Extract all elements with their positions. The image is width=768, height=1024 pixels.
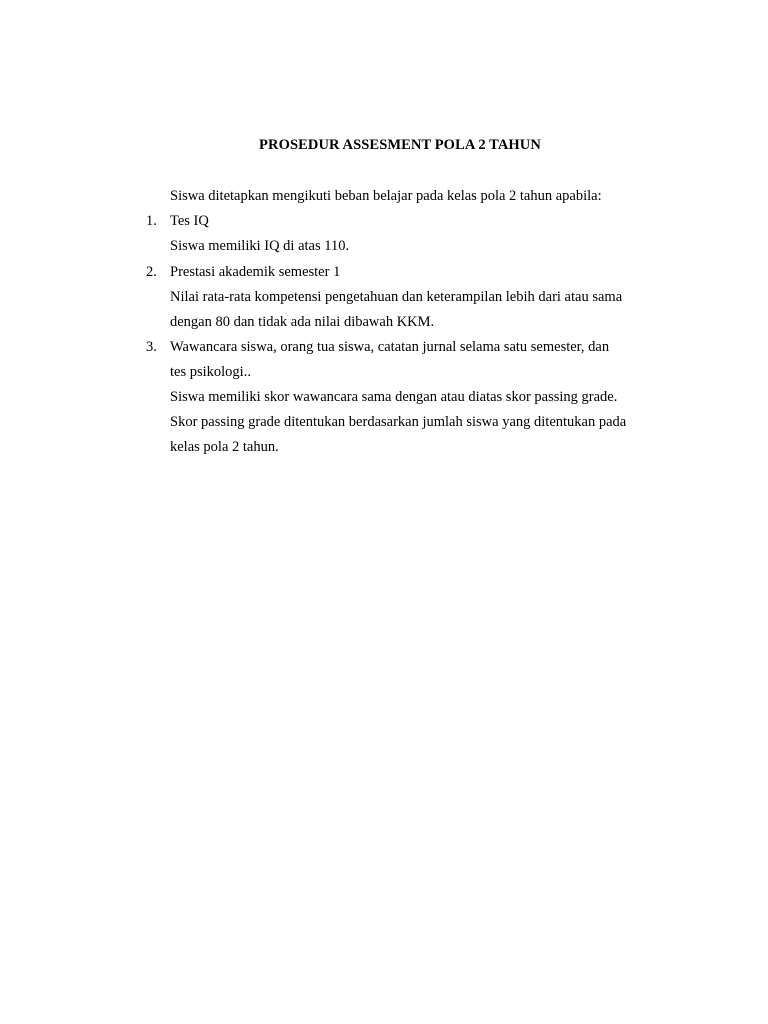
item-2-line-2: dengan 80 dan tidak ada nilai dibawah KKM.: [170, 314, 435, 330]
item-3-heading: Wawancara siswa, orang tua siswa, catatan jurnal selama satu semester, dan: [170, 339, 610, 355]
item-3-line-3: Skor passing grade ditentukan berdasarkan jumlah siswa yang ditentukan pada: [170, 414, 627, 430]
item-2-heading: Prestasi akademik semester 1: [170, 264, 341, 280]
item-3-number: 3.: [146, 339, 157, 355]
item-2-number: 2.: [146, 264, 157, 280]
item-1-number: 1.: [146, 213, 157, 229]
document-title: PROSEDUR ASSESMENT POLA 2 TAHUN: [259, 137, 541, 153]
item-1-heading: Tes IQ: [170, 213, 209, 229]
item-3-line-1: tes psikologi..: [170, 364, 251, 380]
item-2-line-1: Nilai rata-rata kompetensi pengetahuan dan keterampilan lebih dari atau sama: [170, 289, 623, 305]
intro-text: Siswa ditetapkan mengikuti beban belajar pada kelas pola 2 tahun apabila:: [170, 188, 602, 204]
item-1-line-1: Siswa memiliki IQ di atas 110.: [170, 238, 350, 254]
item-3-line-4: kelas pola 2 tahun.: [170, 439, 279, 455]
item-3-line-2: Siswa memiliki skor wawancara sama dengan atau diatas skor passing grade.: [170, 389, 618, 405]
